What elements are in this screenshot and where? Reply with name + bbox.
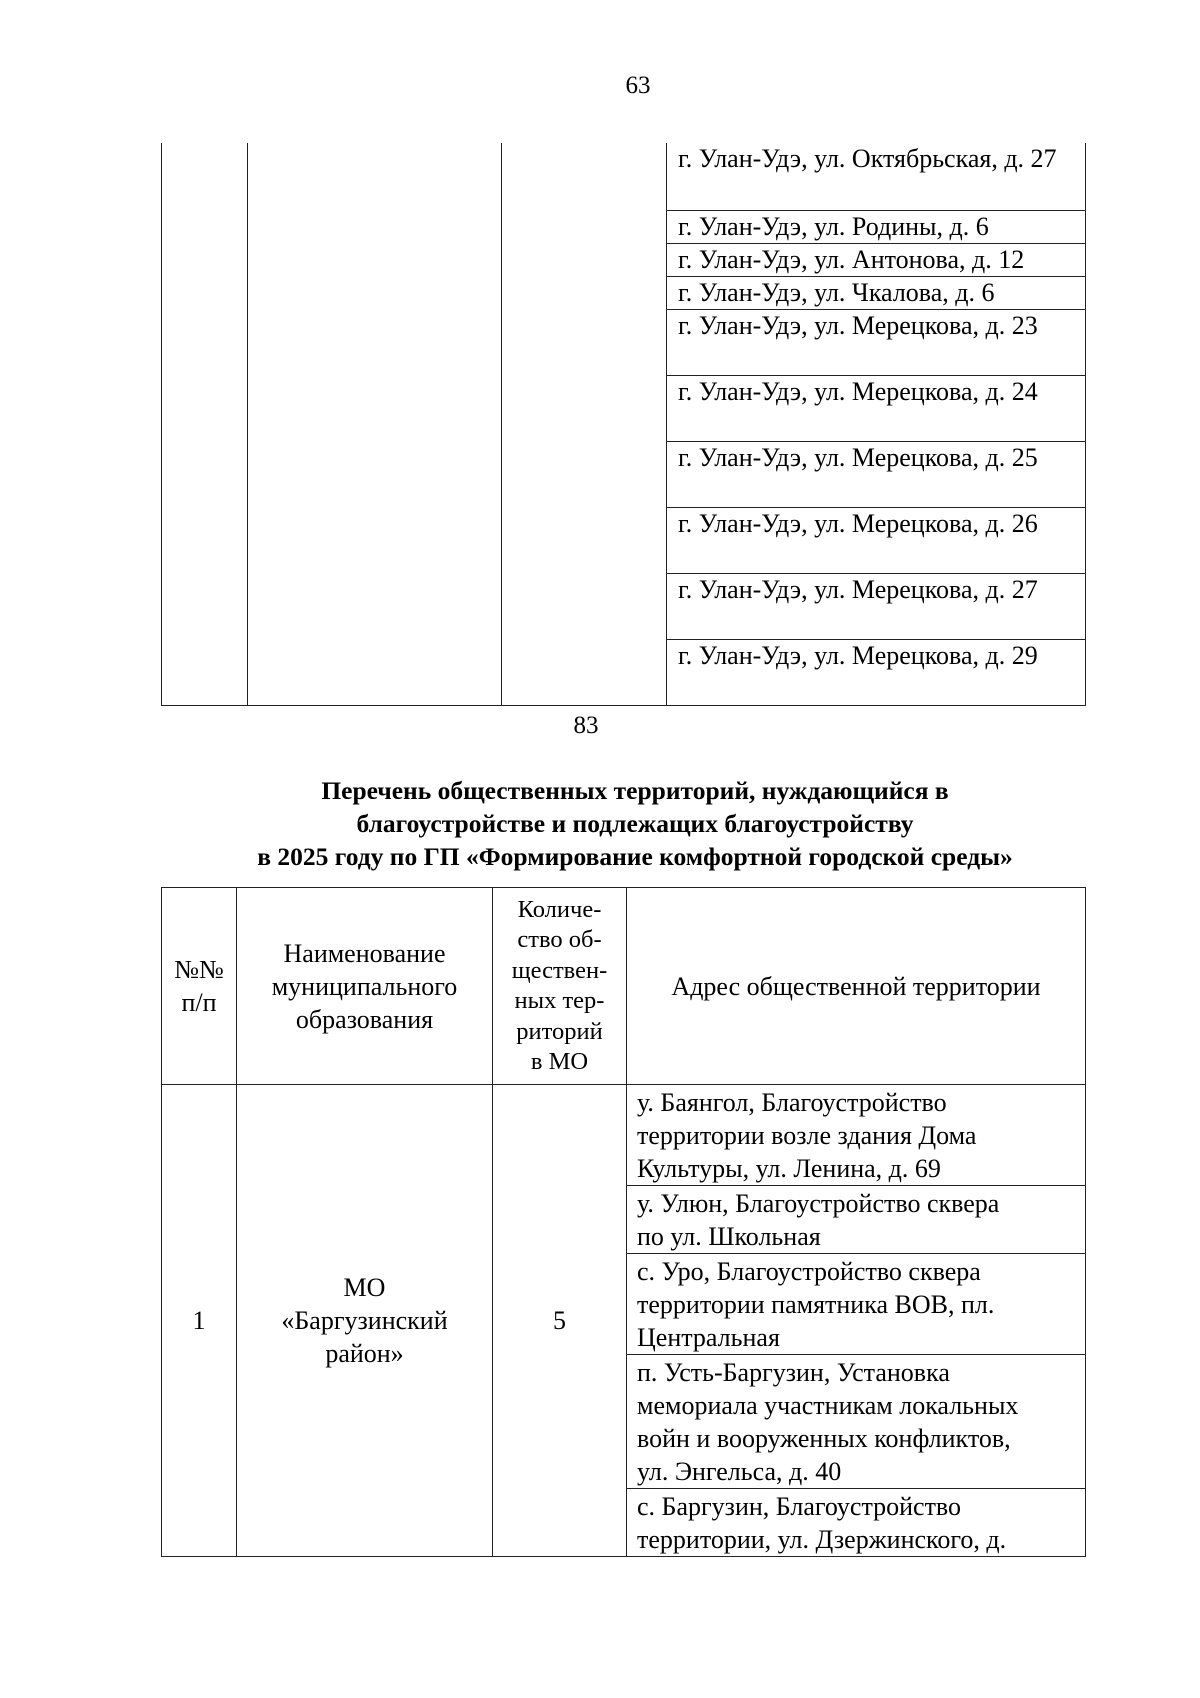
address-line: мемориала участникам локальных <box>637 1391 1019 1420</box>
header-quantity <box>493 888 627 1085</box>
header-text: риторий <box>516 1017 603 1045</box>
address-cell <box>627 1085 1086 1186</box>
header-text: муниципального <box>271 971 458 1001</box>
address-cell <box>627 1489 1086 1557</box>
header-address: Адрес общественной территории <box>627 888 1086 1085</box>
title-line: благоустройстве и подлежащих благоустройству <box>356 809 914 838</box>
header-text: в МО <box>530 1048 589 1075</box>
header-number <box>162 888 237 1085</box>
header-mo-name <box>237 888 493 1085</box>
mo-name-line: «Баргузинский <box>281 1306 448 1335</box>
address-cell: г. Улан-Удэ, ул. Антонова, д. 12 <box>667 243 1086 276</box>
address-line: у. Баянгол, Благоустройство <box>637 1088 947 1117</box>
address-cell: г. Улан-Удэ, ул. Чкалова, д. 6 <box>667 276 1086 309</box>
quantity-cell: 5 <box>493 1085 627 1557</box>
territories-table <box>161 887 1086 1557</box>
empty-cell <box>502 143 667 705</box>
address-line: территории возле здания Дома <box>637 1121 977 1150</box>
address-cell: г. Улан-Удэ, ул. Мерецкова, д. 29 <box>667 639 1086 705</box>
header-text: Наименование <box>283 938 446 968</box>
original-page-number: 83 <box>573 712 599 739</box>
address-line: по ул. Школьная <box>637 1222 821 1251</box>
title-line: Перечень общественных территорий, нуждающийся в <box>321 776 949 805</box>
address-cell: г. Улан-Удэ, ул. Мерецкова, д. 24 <box>667 375 1086 441</box>
header-text: ных тер- <box>514 987 605 1014</box>
address-line: Культуры, ул. Ленина, д. 69 <box>637 1154 941 1183</box>
address-cell: г. Улан-Удэ, ул. Октябрьская, д. 27 <box>667 143 1086 210</box>
address-line: войн и вооруженных конфликтов, <box>637 1424 1011 1453</box>
header-text: ществен- <box>511 956 608 984</box>
mo-name-line: МО <box>343 1273 386 1302</box>
address-cell: г. Улан-Удэ, ул. Мерецкова, д. 25 <box>667 441 1086 507</box>
address-cell <box>627 1355 1086 1489</box>
address-line: с. Баргузин, Благоустройство <box>637 1492 962 1521</box>
header-text: п/п <box>181 988 217 1017</box>
address-cell: г. Улан-Удэ, ул. Родины, д. 6 <box>667 210 1086 243</box>
header-text: ство об- <box>517 926 602 953</box>
mo-name-line: район» <box>325 1339 404 1368</box>
address-line: Центральная <box>637 1323 780 1352</box>
table-row <box>162 1085 1086 1186</box>
continuation-table <box>161 143 1086 706</box>
header-text: образования <box>295 1004 434 1034</box>
address-line: у. Улюн, Благоустройство сквера <box>637 1189 1000 1218</box>
address-line: территории, ул. Дзержинского, д. <box>637 1525 1007 1554</box>
empty-cell <box>248 143 502 705</box>
header-text: №№ <box>174 955 224 984</box>
address-line: п. Усть-Баргузин, Установка <box>637 1358 950 1387</box>
title-line: в 2025 году по ГП «Формирование комфортной городской среды» <box>257 842 1013 871</box>
address-cell <box>627 1186 1086 1254</box>
address-line: ул. Энгельса, д. 40 <box>637 1457 842 1486</box>
address-line: с. Уро, Благоустройство сквера <box>637 1257 981 1286</box>
page-title <box>90 774 1180 873</box>
address-line: территории памятника ВОВ, пл. <box>637 1290 995 1319</box>
header-row <box>162 888 1086 1085</box>
empty-cell <box>162 143 248 705</box>
header-text: Количе- <box>517 895 602 923</box>
mo-name-cell <box>237 1085 493 1557</box>
page-number: 63 <box>625 72 651 99</box>
address-cell: г. Улан-Удэ, ул. Мерецкова, д. 23 <box>667 309 1086 375</box>
address-cell <box>627 1254 1086 1355</box>
table-row <box>162 143 1086 210</box>
address-cell: г. Улан-Удэ, ул. Мерецкова, д. 26 <box>667 507 1086 573</box>
row-number: 1 <box>162 1085 237 1557</box>
address-cell: г. Улан-Удэ, ул. Мерецкова, д. 27 <box>667 573 1086 639</box>
